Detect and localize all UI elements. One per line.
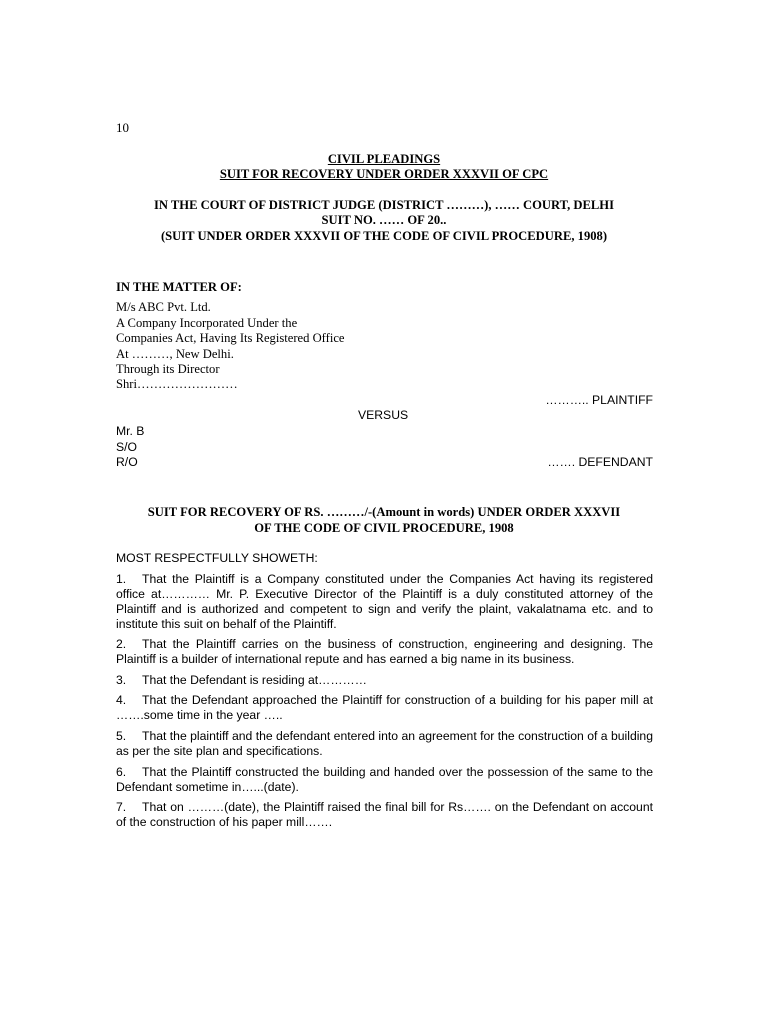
plaintiff-label: ……….. PLAINTIFF	[545, 393, 653, 407]
plaintiff-line: Through its Director	[116, 362, 220, 376]
page-number: 10	[116, 120, 129, 135]
defendant-line: S/O	[116, 440, 137, 454]
paragraph	[116, 729, 653, 759]
paragraph-number: 7.	[116, 800, 127, 814]
paragraph	[116, 693, 653, 723]
showeth-heading: MOST RESPECTFULLY SHOWETH:	[116, 551, 318, 565]
plaintiff-line: A Company Incorporated Under the	[116, 316, 298, 330]
paragraph	[116, 765, 653, 795]
paragraph	[116, 572, 653, 632]
paragraph-text: That the Plaintiff carries on the business of construction, engineering and designing. The Plaintiff is a builder of international repute and has earned a big name in its business.	[116, 637, 653, 666]
matter-heading: IN THE MATTER OF:	[116, 280, 242, 294]
paragraph-number: 3.	[116, 673, 127, 687]
paragraph-text: That on ………(date), the Plaintiff raised the final bill for Rs……. on the Defendant on account of the construction of his paper mill…….	[116, 800, 653, 829]
suit-title-line: OF THE CODE OF CIVIL PROCEDURE, 1908	[254, 521, 514, 535]
paragraph	[116, 800, 653, 830]
plaintiff-line: Shri……………………	[116, 377, 238, 391]
paragraph-number: 2.	[116, 637, 127, 651]
court-name: IN THE COURT OF DISTRICT JUDGE (DISTRICT ………), …… COURT, DELHI	[153, 198, 615, 212]
paragraph-text: That the Plaintiff constructed the building and handed over the possession of the same to the Defendant sometime in…...(date).	[116, 765, 653, 794]
paragraph-text: That the Plaintiff is a Company constituted under the Companies Act having its registered office at………… Mr. P. Executive Director of the Plaintiff is a duly constituted attorney of the Plaintiff and is authorized and competent to sign and verify the plaint, vakalatnama etc. and to institute this suit on behalf of the Plaintiff.	[116, 572, 653, 631]
versus-label: VERSUS	[358, 408, 409, 422]
paragraph-text: That the plaintiff and the defendant entered into an agreement for the construction of a building as per the site plan and specifications.	[116, 729, 653, 758]
paragraph-number: 1.	[116, 572, 127, 586]
plaintiff-line: M/s ABC Pvt. Ltd.	[116, 300, 211, 314]
paragraph-number: 6.	[116, 765, 127, 779]
paragraph	[116, 673, 653, 688]
suit-description: (SUIT UNDER ORDER XXXVII OF THE CODE OF CIVIL PROCEDURE, 1908)	[160, 229, 608, 243]
header-civil-pleadings: CIVIL PLEADINGS	[327, 152, 441, 166]
suit-number: SUIT NO. …… OF 20..	[321, 213, 447, 227]
paragraph	[116, 637, 653, 667]
paragraph-text: That the Defendant approached the Plaintiff for construction of a building for his paper mill at …….some time in the year …..	[116, 693, 653, 722]
paragraph-number: 5.	[116, 729, 127, 743]
plaintiff-line: At ………, New Delhi.	[116, 347, 234, 361]
paragraph-text: That the Defendant is residing at…………	[142, 673, 367, 687]
defendant-line: Mr. B	[116, 424, 145, 438]
suit-title-line: SUIT FOR RECOVERY OF RS. ………/-(Amount in words) UNDER ORDER XXXVII	[147, 505, 621, 519]
defendant-label: ……. DEFENDANT	[547, 455, 653, 469]
paragraph-number: 4.	[116, 693, 127, 707]
plaintiff-line: Companies Act, Having Its Registered Office	[116, 331, 345, 345]
header-suit-title: SUIT FOR RECOVERY UNDER ORDER XXXVII OF CPC	[219, 167, 549, 181]
defendant-line: R/O	[116, 455, 138, 469]
